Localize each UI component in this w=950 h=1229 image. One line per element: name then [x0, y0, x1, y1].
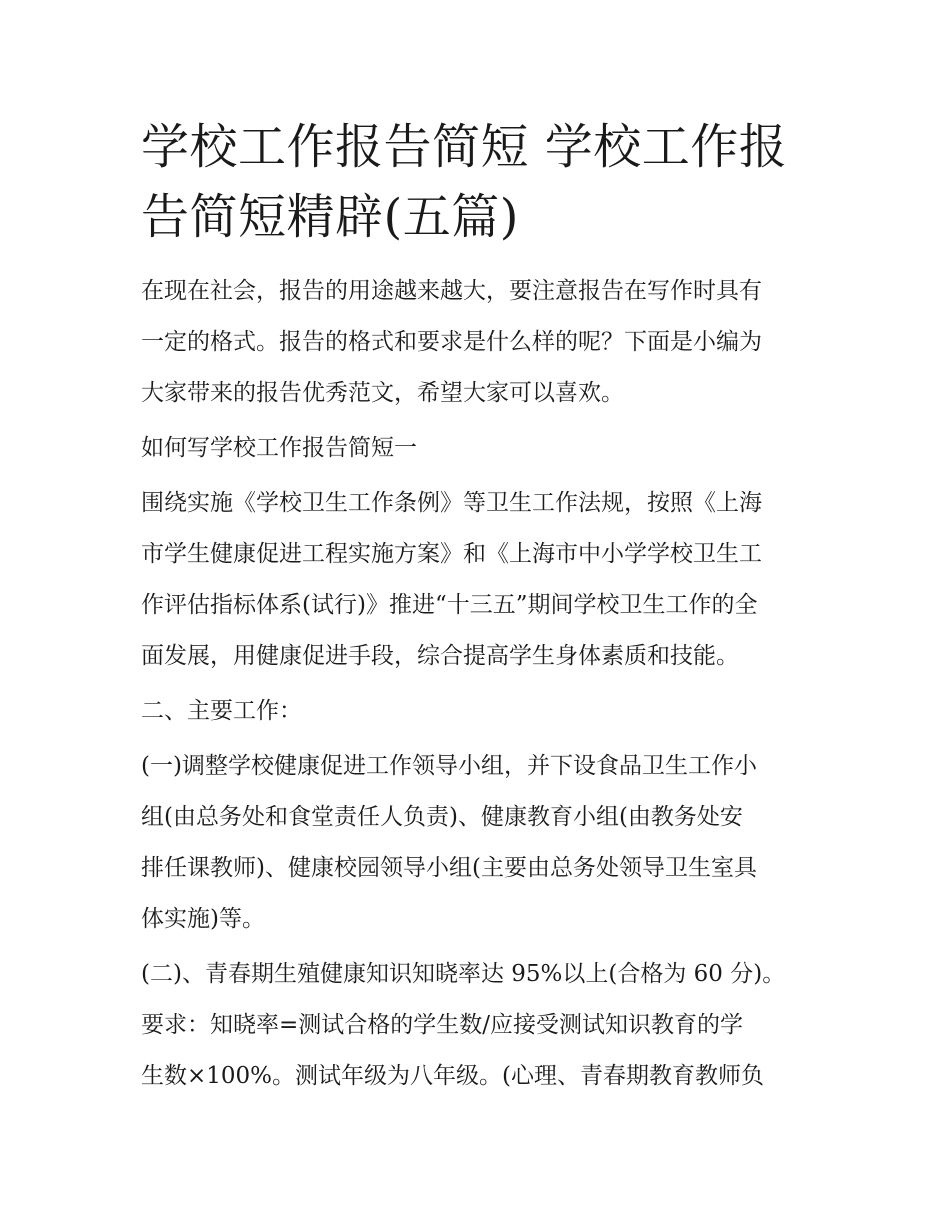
text-line: (二)、青春期生殖健康知识知晓率达 95%以上(合格为 60 分)。	[141, 961, 786, 987]
text-line: 市学生健康促进工程实施方案》和《上海市中小学学校卫生工	[141, 541, 762, 567]
text-line: (一)调整学校健康促进工作领导小组，并下设食品卫生工作小	[141, 753, 757, 779]
text-line: 围绕实施《学校卫生工作条例》等卫生工作法规，按照《上海	[141, 490, 762, 516]
intro-paragraph	[141, 266, 813, 419]
text-line: 作评估指标体系(试行)》推进“十三五”期间学校卫生工作的全	[141, 592, 758, 618]
text-line: 排任课教师)、健康校园领导小组(主要由总务处领导卫生室具	[141, 855, 757, 881]
text-line: 大家带来的报告优秀范文，希望大家可以喜欢。	[141, 380, 624, 406]
text-line: 二、主要工作：	[141, 698, 302, 724]
title-line: 学校工作报告简短 学校工作报	[141, 119, 788, 175]
title-line: 告简短精辟(五篇)	[141, 189, 519, 245]
body-paragraph	[141, 478, 813, 682]
text-line: 体实施)等。	[141, 906, 265, 932]
section-heading	[141, 686, 813, 737]
text-line: 在现在社会，报告的用途越来越大，要注意报告在写作时具有	[141, 278, 762, 304]
text-line: 要求：知晓率=测试合格的学生数/应接受测试知识教育的学	[141, 1012, 744, 1038]
text-line: 面发展，用健康促进手段，综合提高学生身体素质和技能。	[141, 643, 739, 669]
document-title	[141, 112, 813, 252]
text-line: 组(由总务处和食堂责任人负责)、健康教育小组(由教务处安	[141, 804, 743, 830]
text-line: 一定的格式。报告的格式和要求是什么样的呢？下面是小编为	[141, 329, 762, 355]
section-heading	[141, 423, 813, 474]
body-paragraph	[141, 741, 813, 945]
text-line: 生数×100%。测试年级为八年级。(心理、青春期教育教师负	[141, 1063, 764, 1089]
text-line: 如何写学校工作报告简短一	[141, 435, 417, 461]
document-page	[141, 112, 813, 1106]
body-paragraph	[141, 949, 813, 1102]
